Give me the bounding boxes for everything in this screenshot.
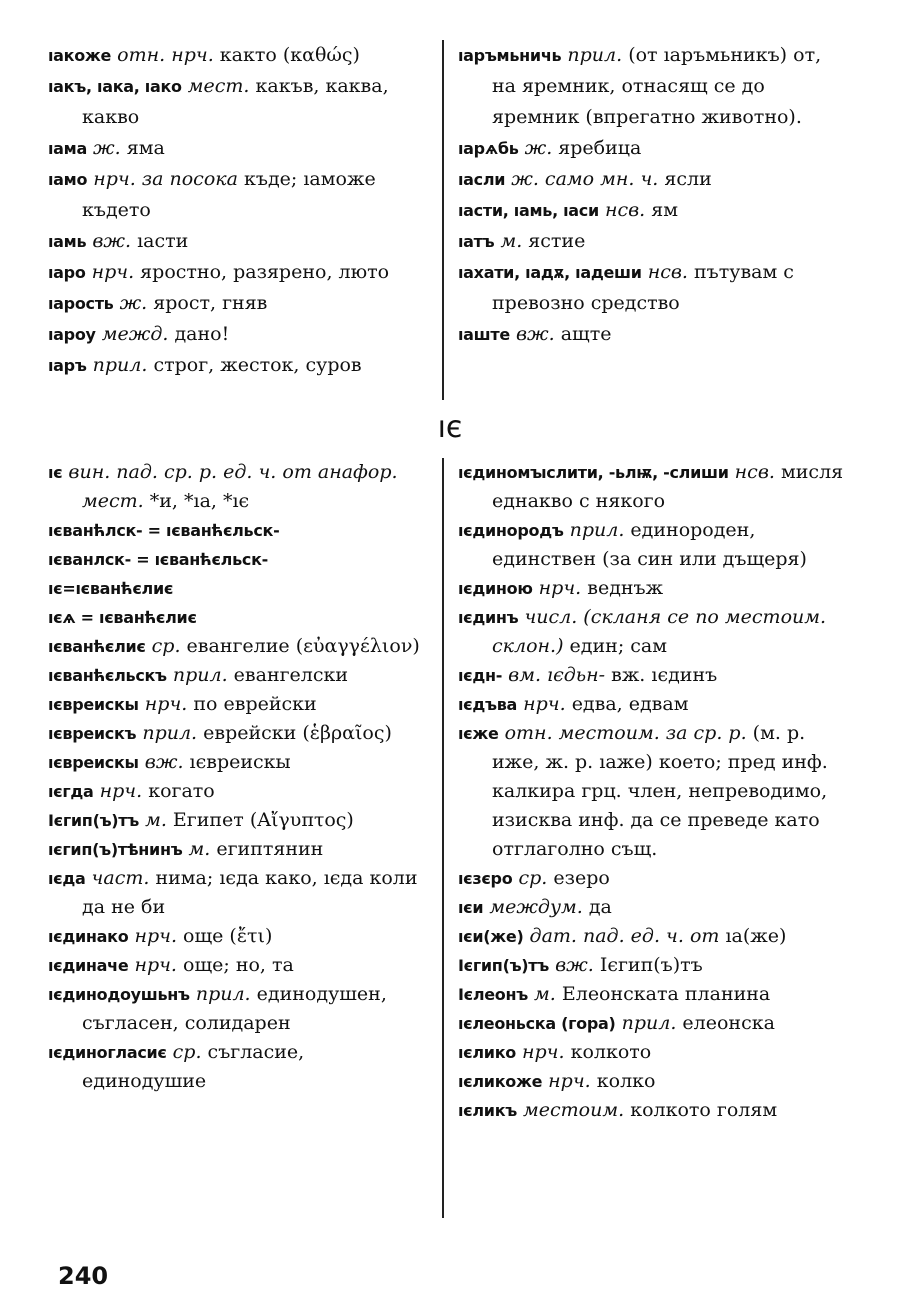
- headword: ıєдъва: [458, 695, 518, 714]
- grammar-note: нрч. за посока: [93, 168, 238, 190]
- headword: ıєдиномꙑслити, -ьлѭ, -слиши: [458, 463, 729, 482]
- headword: ıєдн-: [458, 666, 503, 685]
- translation: още (ἔτι): [183, 925, 273, 947]
- dictionary-entry: [458, 922, 844, 951]
- headword: ıєванћєльскъ: [48, 666, 167, 685]
- headword: Ієгип(ъ)тъ: [458, 956, 550, 975]
- dictionary-entry: [458, 719, 844, 864]
- grammar-note: част.: [91, 867, 150, 889]
- grammar-note: мест.: [187, 75, 250, 97]
- dictionary-entry: [48, 1038, 434, 1096]
- dictionary-entry: [458, 1009, 844, 1038]
- translation: по еврейски: [193, 693, 317, 715]
- bottom-right-column: [458, 458, 844, 1125]
- grammar-note: межд.: [101, 323, 169, 345]
- grammar-note: нрч.: [538, 577, 582, 599]
- top-left-column: [48, 40, 434, 381]
- grammar-note: нрч.: [548, 1070, 591, 1092]
- headword: ıєликоже: [458, 1072, 543, 1091]
- headword: ıаште: [458, 325, 510, 344]
- translation: Египет (Αἴγυπτος): [172, 809, 354, 831]
- headword: ıєванћлск- = ıєванћєльск-: [48, 521, 280, 540]
- translation: ярост, гняв: [153, 292, 268, 314]
- grammar-note: местоим.: [523, 1099, 625, 1121]
- grammar-note: м.: [145, 809, 167, 831]
- translation: ястие: [528, 230, 586, 252]
- translation: (м. р. иже, ж. р. ıаже) което; пред инф. калкира грц. член, непреводимо, изисква инф. да се преведе като отглаголно същ.: [492, 722, 828, 860]
- headword: ıєлеоньска (гора): [458, 1014, 616, 1033]
- dictionary-entry: [458, 574, 844, 603]
- translation: пътувам с превозно средство: [492, 261, 794, 314]
- bottom-left-column: [48, 458, 434, 1096]
- dictionary-entry: [458, 603, 844, 661]
- dictionary-entry: [458, 458, 844, 516]
- translation: Ієгип(ъ)тъ: [599, 954, 703, 976]
- headword: ıєвреискъ: [48, 724, 137, 743]
- translation: Елеонската планина: [561, 983, 771, 1005]
- headword: ıєвреискы: [48, 695, 139, 714]
- grammar-note: ж. само мн. ч.: [511, 168, 659, 190]
- dictionary-entry: [48, 350, 434, 381]
- dictionary-entry: [48, 164, 434, 226]
- grammar-note: вин. пад. ср. р. ед. ч. от анафор. мест.: [68, 461, 398, 512]
- grammar-note: нрч.: [523, 693, 566, 715]
- translation: ям: [651, 199, 679, 221]
- grammar-note: ср.: [172, 1041, 202, 1063]
- translation: яростно, разярено, люто: [140, 261, 390, 283]
- grammar-note: ср.: [518, 867, 548, 889]
- dictionary-entry: [48, 951, 434, 980]
- headword: ıаро: [48, 263, 86, 282]
- headword: ıакоже: [48, 46, 112, 65]
- dictionary-entry: [458, 864, 844, 893]
- column-divider: [442, 458, 444, 1218]
- translation: евангелие (εὐαγγέλιον): [186, 635, 420, 657]
- dictionary-entry: [458, 516, 844, 574]
- grammar-note: прил.: [621, 1012, 677, 1034]
- grammar-note: вж.: [555, 954, 594, 976]
- dictionary-entry: [458, 1096, 844, 1125]
- translation: къде; ıаможе където: [82, 168, 376, 221]
- grammar-note: междум.: [489, 896, 583, 918]
- section-letter-heading: ıє: [437, 410, 463, 445]
- grammar-note: нсв.: [647, 261, 688, 283]
- grammar-note: прил.: [172, 664, 228, 686]
- headword: ıаръ: [48, 356, 87, 375]
- grammar-note: вм. ıєдьн-: [508, 664, 606, 686]
- headword: ıєликъ: [458, 1101, 517, 1120]
- headword: Ієгип(ъ)тъ: [48, 811, 140, 830]
- headword: ıєда: [48, 869, 86, 888]
- translation: вж. ıєдинъ: [611, 664, 718, 686]
- translation: колкото: [570, 1041, 652, 1063]
- dictionary-entry: [458, 1038, 844, 1067]
- headword: ıарѧбь: [458, 139, 519, 158]
- dictionary-entry: [458, 40, 844, 133]
- translation: колкото голям: [630, 1099, 778, 1121]
- headword: ıєи: [458, 898, 484, 917]
- translation: веднъж: [587, 577, 664, 599]
- dictionary-entry: [48, 458, 434, 516]
- grammar-note: м.: [500, 230, 523, 252]
- headword: ıама: [48, 139, 87, 158]
- headword: ıароу: [48, 325, 96, 344]
- translation: еврейски (ἑβραῖος): [203, 722, 392, 744]
- dictionary-entry: [48, 257, 434, 288]
- grammar-note: вж.: [92, 230, 132, 252]
- grammar-note: прил.: [142, 722, 198, 744]
- grammar-note: нрч.: [134, 954, 177, 976]
- top-right-column: [458, 40, 844, 350]
- headword: ıє: [48, 463, 63, 482]
- translation: ясли: [664, 168, 712, 190]
- dictionary-entry: [48, 806, 434, 835]
- headword: ıасли: [458, 170, 506, 189]
- headword: ıєдиною: [458, 579, 533, 598]
- headword: ıєдинородъ: [458, 521, 564, 540]
- headword: ıахати, ıадѫ, ıадеши: [458, 263, 642, 282]
- dictionary-entry: [48, 545, 434, 574]
- headword: ıєванлск- = ıєванћєльск-: [48, 550, 268, 569]
- headword: ıаръмьничь: [458, 46, 562, 65]
- headword: ıєѧ = ıєванћєлиє: [48, 608, 197, 627]
- translation: още; но, та: [183, 954, 294, 976]
- translation: яребица: [558, 137, 642, 159]
- dictionary-entry: [48, 661, 434, 690]
- headword: ıє=ıєванћєлиє: [48, 579, 174, 598]
- grammar-note: прил.: [567, 44, 623, 66]
- grammar-note: отн. местоим. за ср. р.: [504, 722, 747, 744]
- dictionary-entry: [458, 690, 844, 719]
- dictionary-entry: [458, 1067, 844, 1096]
- translation: един; сам: [569, 635, 668, 657]
- dictionary-entry: [458, 980, 844, 1009]
- headword: ıєванћєлиє: [48, 637, 146, 656]
- dictionary-entry: [48, 288, 434, 319]
- dictionary-entry: [48, 748, 434, 777]
- translation: ащте: [560, 323, 612, 345]
- headword: ıєлико: [458, 1043, 516, 1062]
- translation: елеонска: [682, 1012, 775, 1034]
- dictionary-entry: [48, 719, 434, 748]
- translation: какъв, каква, какво: [82, 75, 389, 128]
- grammar-note: нрч.: [91, 261, 135, 283]
- dictionary-entry: [48, 922, 434, 951]
- grammar-note: ж.: [119, 292, 148, 314]
- translation: ıа(же): [725, 925, 787, 947]
- grammar-note: ср.: [151, 635, 181, 657]
- dictionary-entry: [458, 133, 844, 164]
- translation: колко: [596, 1070, 656, 1092]
- dictionary-entry: [48, 777, 434, 806]
- dictionary-entry: [48, 71, 434, 133]
- grammar-note: м.: [534, 983, 556, 1005]
- headword: ıамь: [48, 232, 87, 251]
- dictionary-entry: [48, 835, 434, 864]
- dictionary-entry: [48, 516, 434, 545]
- headword: ıєдинодоушьнъ: [48, 985, 190, 1004]
- translation: едва, едвам: [571, 693, 689, 715]
- translation: (от ıаръмьникъ) от, на яремник, отнасящ се до яремник (впрегатно животно).: [492, 44, 822, 128]
- dictionary-entry: [458, 164, 844, 195]
- translation: единодушен, съгласен, солидарен: [82, 983, 387, 1034]
- dictionary-entry: [458, 257, 844, 319]
- translation: яма: [126, 137, 165, 159]
- grammar-note: нрч.: [134, 925, 177, 947]
- headword: ıєдиначе: [48, 956, 129, 975]
- headword: ıєгда: [48, 782, 94, 801]
- translation: единороден, единствен (за син или дъщеря): [492, 519, 807, 570]
- dictionary-entry: [48, 864, 434, 922]
- translation: мисля еднакво с някого: [492, 461, 844, 512]
- translation: евангелски: [233, 664, 349, 686]
- headword: ıасти, ıамь, ıаси: [458, 201, 599, 220]
- grammar-note: числ. (скланя се по местоим. склон.): [492, 606, 827, 657]
- translation: строг, жесток, суров: [153, 354, 362, 376]
- headword: ıєдиногласиє: [48, 1043, 167, 1062]
- dictionary-entry: [48, 319, 434, 350]
- dictionary-entry: [48, 133, 434, 164]
- headword: ıєвреискы: [48, 753, 139, 772]
- grammar-note: прил.: [92, 354, 148, 376]
- dictionary-entry: [48, 226, 434, 257]
- translation: дано!: [174, 323, 230, 345]
- grammar-note: отн. нрч.: [117, 44, 214, 66]
- translation: съгласие, единодушие: [82, 1041, 305, 1092]
- translation: ıасти: [137, 230, 189, 252]
- page-number: 240: [58, 1262, 109, 1290]
- grammar-note: ж.: [524, 137, 553, 159]
- dictionary-entry: [458, 195, 844, 226]
- headword: ıєгип(ъ)тѣнинъ: [48, 840, 183, 859]
- dictionary-entry: [458, 226, 844, 257]
- grammar-note: нсв.: [604, 199, 646, 221]
- translation: нима; ıєда како, ıєда коли да не би: [82, 867, 418, 918]
- headword: ıєи(же): [458, 927, 524, 946]
- headword: ıарость: [48, 294, 114, 313]
- grammar-note: дат. пад. ед. ч. от: [529, 925, 720, 947]
- translation: ıєвреискы: [189, 751, 291, 773]
- headword: ıєдинако: [48, 927, 129, 946]
- translation: *и, *ıа, *ıє: [149, 490, 250, 512]
- dictionary-entry: [458, 951, 844, 980]
- grammar-note: прил.: [195, 983, 251, 1005]
- grammar-note: вж.: [515, 323, 555, 345]
- translation: езеро: [553, 867, 610, 889]
- headword: ıакъ, ıака, ıако: [48, 77, 182, 96]
- grammar-note: ж.: [93, 137, 121, 159]
- grammar-note: нрч.: [522, 1041, 565, 1063]
- dictionary-entry: [48, 690, 434, 719]
- dictionary-entry: [48, 980, 434, 1038]
- translation: както (καθώς): [219, 44, 360, 66]
- headword: ıамо: [48, 170, 88, 189]
- dictionary-entry: [48, 574, 434, 603]
- grammar-note: нсв.: [734, 461, 775, 483]
- translation: когато: [148, 780, 215, 802]
- column-divider: [442, 40, 444, 400]
- headword: Ієлеонъ: [458, 985, 528, 1004]
- grammar-note: прил.: [569, 519, 625, 541]
- dictionary-entry: [48, 632, 434, 661]
- headword: ıатъ: [458, 232, 495, 251]
- translation: египтянин: [216, 838, 324, 860]
- grammar-note: нрч.: [99, 780, 143, 802]
- dictionary-entry: [458, 319, 844, 350]
- headword: ıєже: [458, 724, 499, 743]
- grammar-note: вж.: [144, 751, 184, 773]
- dictionary-entry: [458, 661, 844, 690]
- headword: ıєдинъ: [458, 608, 519, 627]
- dictionary-entry: [48, 40, 434, 71]
- translation: да: [588, 896, 612, 918]
- grammar-note: м.: [188, 838, 211, 860]
- grammar-note: нрч.: [144, 693, 188, 715]
- dictionary-entry: [48, 603, 434, 632]
- headword: ıєзєро: [458, 869, 513, 888]
- dictionary-entry: [458, 893, 844, 922]
